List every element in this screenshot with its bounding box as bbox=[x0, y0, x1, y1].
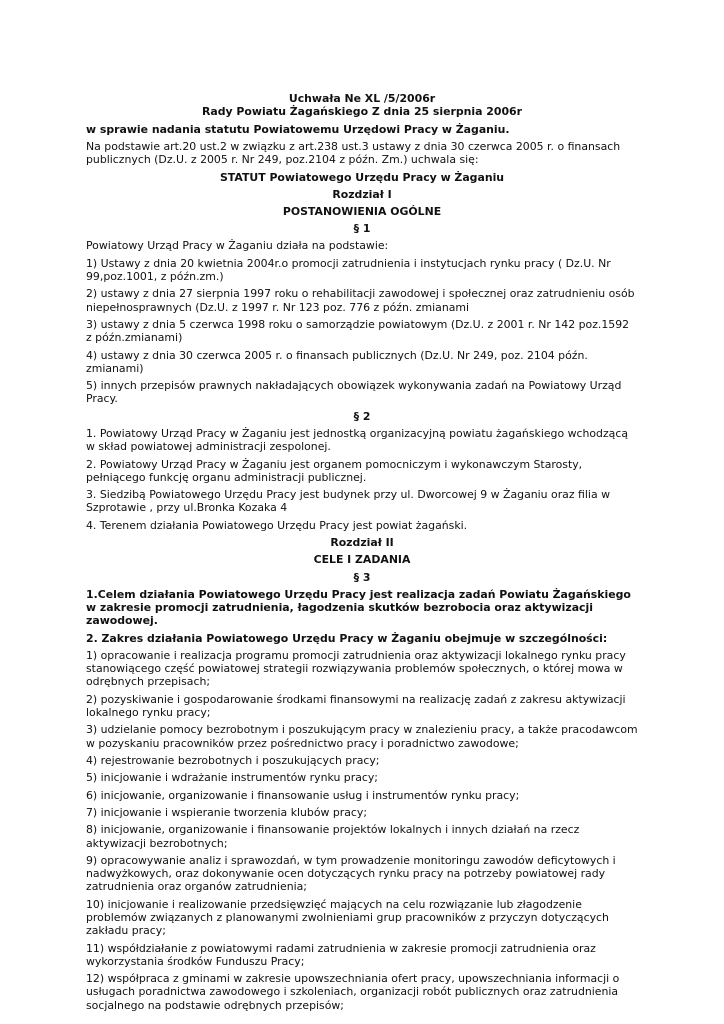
list-item: 3) udzielanie pomocy bezrobotnym i poszukującym pracy w znalezieniu pracy, a także pracodawcom w pozyskaniu pracowników przez pośrednictwo pracy i poradnictwo zawodowe; bbox=[86, 723, 638, 750]
chapter-1-title: POSTANOWIENIA OGÓLNE bbox=[282, 204, 442, 218]
list-item: 4) ustawy z dnia 30 czerwca 2005 r. o finansach publicznych (Dz.U. Nr 249, poz. 2104 późn. zmianami) bbox=[86, 348, 588, 375]
list-item: 5) inicjowanie i wdrażanie instrumentów rynku pracy; bbox=[86, 771, 378, 785]
list-item: 3. Siedzibą Powiatowego Urzędu Pracy jest budynek przy ul. Dworcowej 9 w Żaganiu oraz filia w Szprotawie , przy ul.Bronka Kozaka 4 bbox=[86, 488, 610, 515]
resolution-subject: w sprawie nadania statutu Powiatowemu Urzędowi Pracy w Żaganiu. bbox=[86, 122, 510, 136]
list-item: 2) pozyskiwanie i gospodarowanie środkami finansowymi na realizację zadań z zakresu aktywizacji lokalnego rynku pracy; bbox=[86, 692, 626, 719]
list-item: 12) współpraca z gminami w zakresie upowszechniania ofert pracy, upowszechniania informacji o usługach poradnictwa zawodowego i szkoleniach, organizacji robót publicznych oraz zatrudnienia socjalnego na podstawie odrębnych przepisów; bbox=[86, 972, 620, 1012]
chapter-2-label: Rozdział II bbox=[330, 536, 394, 550]
list-item: 9) opracowywanie analiz i sprawozdań, w tym prowadzenie monitoringu zawodów deficytowych i nadwyżkowych, oraz dokonywanie ocen dotyczących rynku pracy na potrzeby powiatowej rady zatrudnienia oraz organów zatrudnienia; bbox=[86, 854, 616, 894]
resolution-title: Uchwała Ne XL /5/2006r bbox=[288, 92, 436, 105]
chapter-1-label: Rozdział I bbox=[332, 187, 392, 201]
document-page bbox=[86, 92, 638, 1016]
list-item: 8) inicjowanie, organizowanie i finansowanie projektów lokalnych i innych działań na rzecz aktywizacji bezrobotnych; bbox=[86, 823, 580, 850]
section-2-heading: § 2 bbox=[353, 409, 371, 423]
list-item: 7) inicjowanie i wspieranie tworzenia klubów pracy; bbox=[86, 806, 368, 820]
section-3-heading: § 3 bbox=[353, 570, 371, 584]
list-item: 3) ustawy z dnia 5 czerwca 1998 roku o samorządzie powiatowym (Dz.U. z 2001 r. Nr 142 poz.1592 z późn.zmianami) bbox=[86, 317, 630, 345]
list-item: 10) inicjowanie i realizowanie przedsięwzięć mających na celu rozwiązanie lub złagodzenie problemów związanych z planowanymi zwolnieniami grup pracowników z przyczyn dotyczących zakładu pracy; bbox=[86, 897, 609, 938]
section-3-scope-intro: 2. Zakres działania Powiatowego Urzędu Pracy w Żaganiu obejmuje w szczególności: bbox=[86, 631, 608, 645]
list-item: 1) opracowanie i realizacja programu promocji zatrudnienia oraz aktywizacji lokalnego rynku pracy stanowiącego część powiatowej strategii rozwiązywania problemów społecznych, o której mowa w odrębnych przepisach; bbox=[86, 648, 626, 689]
section-3-goal: 1.Celem działania Powiatowego Urzędu Pracy jest realizacja zadań Powiatu Żagańskiego w zakresie promocji zatrudnienia, łagodzenia skutków bezrobocia oraz aktywizacji zawodowej. bbox=[86, 587, 631, 628]
resolution-council-date: Rady Powiatu Żagańskiego Z dnia 25 sierpnia 2006r bbox=[202, 105, 522, 119]
legal-basis: Na podstawie art.20 ust.2 w związku z art.238 ust.3 ustawy z dnia 30 czerwca 2005 r. o finansach publicznych (Dz.U. z 2005 r. Nr 249, poz.2104 z późn. Zm.) uchwala się: bbox=[86, 139, 621, 167]
list-item: 1. Powiatowy Urząd Pracy w Żaganiu jest jednostką organizacyjną powiatu żagańskiego wchodzącą w skład powiatowej administracji zespolonej. bbox=[86, 426, 629, 454]
list-item: 11) współdziałanie z powiatowymi radami zatrudnienia w zakresie promocji zatrudnienia oraz wykorzystania środków Funduszu Pracy; bbox=[86, 941, 596, 968]
list-item: 2) ustawy z dnia 27 sierpnia 1997 roku o rehabilitacji zawodowej i społecznej oraz zatrudnieniu osób niepełnosprawnych (Dz.U. z 1997 r. Nr 123 poz. 776 z późn. zmianami bbox=[86, 287, 635, 314]
list-item: 5) innych przepisów prawnych nakładających obowiązek wykonywania zadań na Powiatowy Urząd Pracy. bbox=[86, 379, 622, 406]
section-1-intro: Powiatowy Urząd Pracy w Żaganiu działa na podstawie: bbox=[86, 239, 389, 253]
list-item: 6) inicjowanie, organizowanie i finansowanie usług i instrumentów rynku pracy; bbox=[86, 788, 520, 802]
statute-title: STATUT Powiatowego Urzędu Pracy w Żaganiu bbox=[219, 170, 505, 184]
section-1-heading: § 1 bbox=[353, 222, 371, 236]
list-item: 1) Ustawy z dnia 20 kwietnia 2004r.o promocji zatrudnienia i instytucjach rynku pracy ( Dz.U. Nr 99,poz.1001, z późn.zm.) bbox=[86, 256, 611, 283]
chapter-2-title: CELE I ZADANIA bbox=[313, 553, 411, 567]
list-item: 2. Powiatowy Urząd Pracy w Żaganiu jest organem pomocniczym i wykonawczym Starosty, pełniącego funkcję organu administracji publicznej. bbox=[86, 457, 583, 484]
list-item: 4. Terenem działania Powiatowego Urzędu Pracy jest powiat żagański. bbox=[86, 518, 468, 532]
list-item: 4) rejestrowanie bezrobotnych i poszukujących pracy; bbox=[86, 753, 380, 767]
